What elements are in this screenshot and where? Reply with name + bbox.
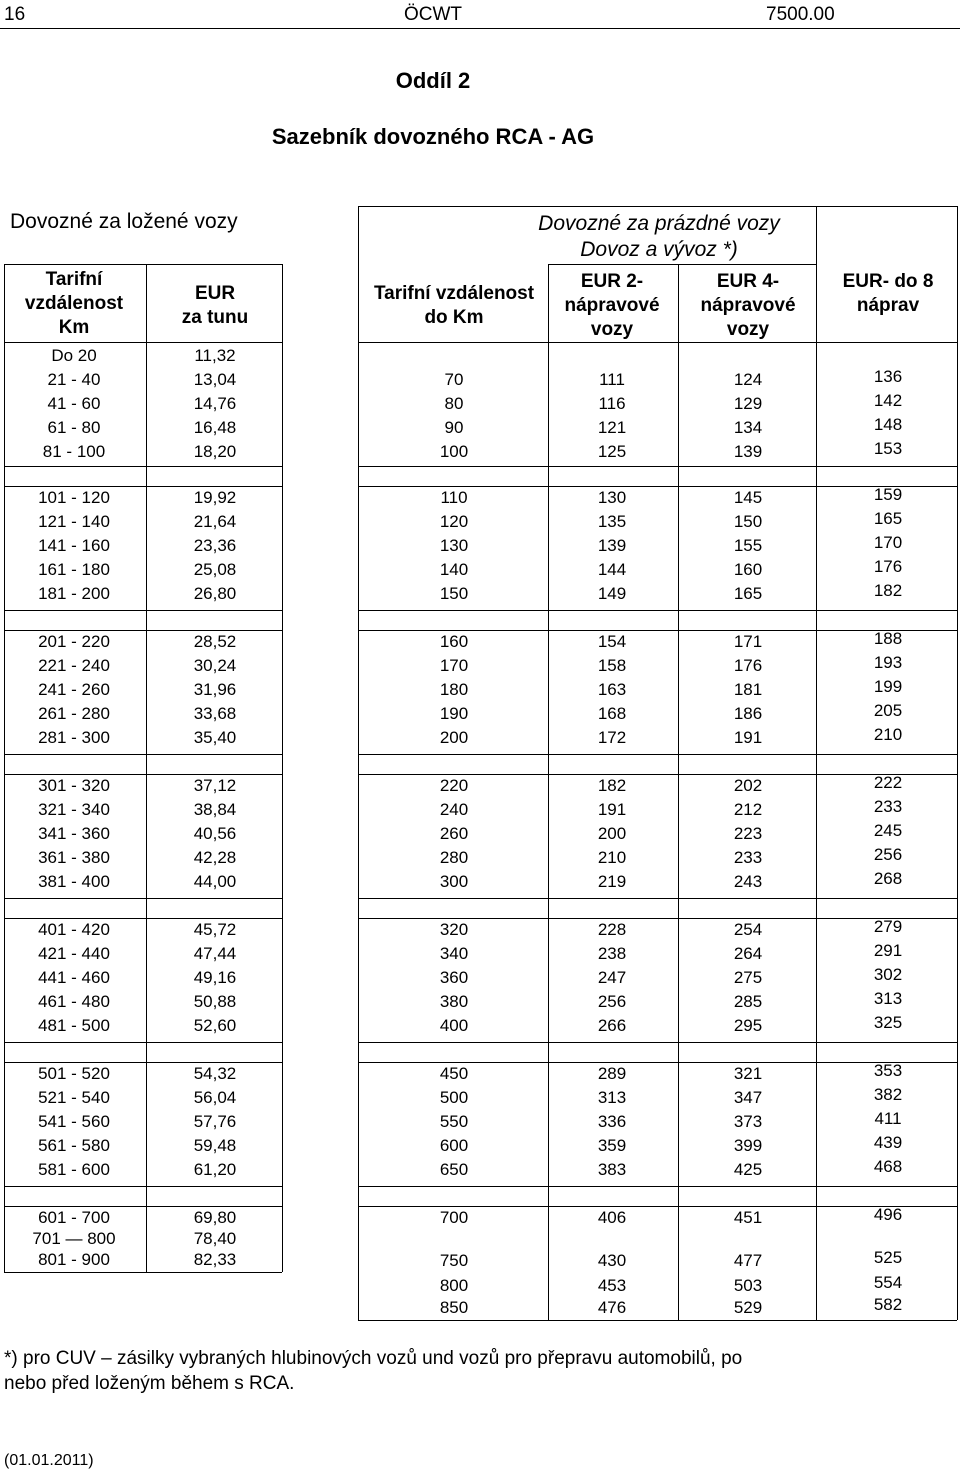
right-distance-cell: 130: [439, 536, 469, 555]
right-4axle-cell: 264: [733, 944, 763, 963]
right-distance-cell: 650: [439, 1160, 469, 1179]
right-distance-cell: 240: [439, 800, 469, 819]
right-table-divider-1: [548, 264, 549, 1320]
left-table-separator: [4, 486, 282, 487]
right-8axle-cell: 182: [873, 581, 903, 600]
right-2axle-cell: 430: [597, 1251, 627, 1270]
right-2axle-cell: 182: [597, 776, 627, 795]
right-2axle-cell: 121: [597, 418, 627, 437]
right-2axle-cell: 383: [597, 1160, 627, 1179]
left-price-cell: 14,76: [193, 394, 237, 413]
right-8axle-cell: 468: [873, 1157, 903, 1176]
right-4axle-cell: 171: [733, 632, 763, 651]
right-4axle-cell: 150: [733, 512, 763, 531]
left-price-cell: 26,80: [193, 584, 237, 603]
left-table-caption: Dovozné za ložené vozy: [10, 210, 238, 233]
right-distance-cell: 220: [439, 776, 469, 795]
left-price-cell: 21,64: [193, 512, 237, 531]
left-price-cell: 82,33: [193, 1250, 237, 1269]
left-price-cell: 49,16: [193, 968, 237, 987]
left-price-cell: 78,40: [193, 1229, 237, 1248]
right-table-separator: [358, 466, 957, 467]
right-8axle-cell: 153: [873, 439, 903, 458]
right-4axle-cell: 129: [733, 394, 763, 413]
right-distance-cell: 260: [439, 824, 469, 843]
right-4axle-cell: 186: [733, 704, 763, 723]
right-table-separator: [358, 610, 957, 611]
right-8axle-cell: 245: [873, 821, 903, 840]
left-distance-cell: 541 - 560: [38, 1112, 110, 1131]
right-4axle-cell: 223: [733, 824, 763, 843]
right-4axle-cell: 254: [733, 920, 763, 939]
left-price-cell: 18,20: [193, 442, 237, 461]
left-table-middle-divider: [146, 264, 147, 1272]
left-table-separator: [4, 754, 282, 755]
left-distance-cell: 381 - 400: [38, 872, 110, 891]
left-distance-cell: 281 - 300: [38, 728, 110, 747]
right-table-caption: Dovozné za prázdné vozy: [538, 212, 780, 235]
left-price-cell: 11,32: [194, 346, 236, 365]
right-distance-cell: 100: [439, 442, 469, 461]
right-4axle-cell: 165: [733, 584, 763, 603]
left-price-cell: 23,36: [193, 536, 237, 555]
right-8axle-cell: 199: [873, 677, 903, 696]
right-distance-cell: 150: [439, 584, 469, 603]
right-distance-cell: 80: [444, 394, 464, 413]
right-distance-cell: 170: [439, 656, 469, 675]
right-2axle-cell: 336: [597, 1112, 627, 1131]
right-8axle-cell: 554: [873, 1273, 903, 1292]
left-distance-cell: 521 - 540: [38, 1088, 110, 1107]
right-4axle-cell: 503: [733, 1276, 763, 1295]
right-table-top-border: [358, 206, 957, 207]
right-8axle-cell: 582: [873, 1295, 903, 1314]
right-distance-cell: 280: [439, 848, 469, 867]
right-distance-cell: 320: [439, 920, 469, 939]
left-table-separator: [4, 918, 282, 919]
right-2axle-cell: 130: [597, 488, 627, 507]
right-distance-cell: 750: [439, 1251, 469, 1270]
right-4axle-cell: 176: [733, 656, 763, 675]
right-col-2axle-header: EUR 2- nápravové vozy: [564, 271, 660, 340]
left-table-bottom-border: [4, 1272, 282, 1273]
right-4axle-cell: 191: [733, 728, 763, 747]
right-distance-cell: 340: [439, 944, 469, 963]
right-table-header-divider: [358, 342, 957, 343]
left-price-cell: 28,52: [193, 632, 237, 651]
left-distance-cell: Do 20: [51, 346, 97, 365]
right-table-separator: [358, 898, 957, 899]
left-distance-cell: 181 - 200: [38, 584, 110, 603]
right-table-separator: [358, 1042, 957, 1043]
left-price-cell: 25,08: [193, 560, 237, 579]
right-2axle-cell: 210: [597, 848, 627, 867]
right-distance-cell: 120: [439, 512, 469, 531]
left-distance-cell: 61 - 80: [47, 418, 101, 437]
right-2axle-cell: 154: [597, 632, 627, 651]
right-8axle-cell: 268: [873, 869, 903, 888]
right-8axle-cell: 325: [873, 1013, 903, 1032]
right-2axle-cell: 359: [597, 1136, 627, 1155]
left-table-separator: [4, 1062, 282, 1063]
left-price-cell: 40,56: [193, 824, 237, 843]
right-2axle-cell: 453: [597, 1276, 627, 1295]
left-price-cell: 16,48: [193, 418, 237, 437]
right-distance-cell: 700: [439, 1208, 469, 1227]
left-distance-cell: 361 - 380: [38, 848, 110, 867]
left-price-cell: 50,88: [193, 992, 237, 1011]
right-4axle-cell: 425: [733, 1160, 763, 1179]
left-price-cell: 54,32: [193, 1064, 237, 1083]
left-distance-cell: 41 - 60: [47, 394, 101, 413]
left-distance-cell: 801 - 900: [38, 1250, 110, 1269]
section-title: Oddíl 2: [395, 68, 471, 93]
right-4axle-cell: 124: [733, 370, 763, 389]
left-distance-cell: 421 - 440: [38, 944, 110, 963]
left-price-cell: 45,72: [193, 920, 237, 939]
right-8axle-cell: 165: [873, 509, 903, 528]
left-distance-cell: 121 - 140: [38, 512, 110, 531]
left-distance-cell: 21 - 40: [47, 370, 101, 389]
right-8axle-cell: 496: [873, 1205, 903, 1224]
right-8axle-cell: 210: [873, 725, 903, 744]
right-distance-cell: 450: [439, 1064, 469, 1083]
left-distance-cell: 81 - 100: [42, 442, 106, 461]
right-distance-cell: 500: [439, 1088, 469, 1107]
right-4axle-cell: 399: [733, 1136, 763, 1155]
right-distance-cell: 180: [439, 680, 469, 699]
document-code: 7500.00: [766, 4, 835, 25]
right-4axle-cell: 451: [733, 1208, 763, 1227]
left-price-cell: 35,40: [193, 728, 237, 747]
right-distance-cell: 400: [439, 1016, 469, 1035]
page-number: 16: [4, 4, 26, 25]
right-4axle-cell: 321: [733, 1064, 763, 1083]
left-price-cell: 30,24: [193, 656, 237, 675]
right-col-distance-header: Tarifní vzdálenost do Km: [373, 283, 535, 328]
right-2axle-cell: 144: [597, 560, 627, 579]
left-table-separator: [4, 1186, 282, 1187]
left-distance-cell: 701 — 800: [32, 1229, 116, 1248]
left-table-separator: [4, 1042, 282, 1043]
right-2axle-cell: 158: [597, 656, 627, 675]
left-distance-cell: 261 - 280: [38, 704, 110, 723]
right-8axle-cell: 439: [873, 1133, 903, 1152]
right-distance-cell: 600: [439, 1136, 469, 1155]
left-price-cell: 37,12: [193, 776, 237, 795]
right-2axle-cell: 135: [597, 512, 627, 531]
section-subtitle: Sazebník dovozného RCA - AG: [271, 124, 595, 149]
right-2axle-cell: 139: [597, 536, 627, 555]
left-price-cell: 33,68: [193, 704, 237, 723]
right-col-4axle-header: EUR 4- nápravové vozy: [700, 271, 796, 340]
right-distance-cell: 800: [439, 1276, 469, 1295]
left-distance-cell: 321 - 340: [38, 800, 110, 819]
left-price-cell: 42,28: [193, 848, 237, 867]
left-price-cell: 19,92: [193, 488, 237, 507]
left-price-cell: 47,44: [193, 944, 237, 963]
right-distance-cell: 160: [439, 632, 469, 651]
left-price-cell: 44,00: [193, 872, 237, 891]
right-8axle-cell: 411: [874, 1109, 902, 1128]
left-table-header-divider: [4, 342, 282, 343]
right-distance-cell: 850: [439, 1298, 469, 1317]
right-2axle-cell: 111: [599, 370, 625, 389]
left-distance-cell: 161 - 180: [38, 560, 110, 579]
left-price-cell: 31,96: [193, 680, 237, 699]
left-price-cell: 61,20: [193, 1160, 237, 1179]
left-table-top-border: [4, 264, 282, 265]
right-4axle-cell: 202: [733, 776, 763, 795]
left-table-separator: [4, 1206, 282, 1207]
right-8axle-cell: 222: [873, 773, 903, 792]
left-price-cell: 59,48: [193, 1136, 237, 1155]
right-table-separator: [358, 1186, 957, 1187]
right-4axle-cell: 181: [733, 680, 763, 699]
right-distance-cell: 140: [439, 560, 469, 579]
right-distance-cell: 380: [439, 992, 469, 1011]
left-table-separator: [4, 466, 282, 467]
right-4axle-cell: 243: [733, 872, 763, 891]
right-2axle-cell: 266: [597, 1016, 627, 1035]
right-table-divider-2: [678, 264, 679, 1320]
right-2axle-cell: 149: [597, 584, 627, 603]
right-distance-cell: 190: [439, 704, 469, 723]
left-distance-cell: 481 - 500: [38, 1016, 110, 1035]
left-distance-cell: 141 - 160: [38, 536, 110, 555]
right-2axle-cell: 406: [597, 1208, 627, 1227]
left-distance-cell: 241 - 260: [38, 680, 110, 699]
right-2axle-cell: 200: [597, 824, 627, 843]
left-distance-cell: 201 - 220: [38, 632, 110, 651]
right-2axle-cell: 163: [597, 680, 627, 699]
right-2axle-cell: 168: [597, 704, 627, 723]
left-table-separator: [4, 610, 282, 611]
right-4axle-cell: 373: [733, 1112, 763, 1131]
left-table-separator: [4, 898, 282, 899]
right-2axle-cell: 219: [597, 872, 627, 891]
right-2axle-cell: 125: [597, 442, 627, 461]
right-4axle-cell: 155: [733, 536, 763, 555]
right-distance-cell: 90: [444, 418, 464, 437]
right-2axle-cell: 247: [597, 968, 627, 987]
right-4axle-cell: 134: [733, 418, 763, 437]
right-4axle-cell: 212: [733, 800, 763, 819]
right-table-left-border: [358, 206, 359, 1320]
right-4axle-cell: 139: [733, 442, 763, 461]
right-8axle-cell: 205: [873, 701, 903, 720]
right-8axle-cell: 279: [873, 917, 903, 936]
right-8axle-cell: 256: [873, 845, 903, 864]
left-col-price-header: EUR za tunu: [181, 283, 249, 328]
right-2axle-cell: 172: [597, 728, 627, 747]
right-2axle-cell: 116: [598, 394, 626, 413]
right-2axle-cell: 191: [597, 800, 627, 819]
right-2axle-cell: 476: [597, 1298, 627, 1317]
date-stamp: (01.01.2011): [4, 1452, 94, 1469]
left-price-cell: 56,04: [193, 1088, 237, 1107]
left-price-cell: 38,84: [193, 800, 237, 819]
left-distance-cell: 221 - 240: [38, 656, 110, 675]
left-distance-cell: 461 - 480: [38, 992, 110, 1011]
right-8axle-cell: 148: [873, 415, 903, 434]
left-distance-cell: 341 - 360: [38, 824, 110, 843]
right-8axle-cell: 176: [873, 557, 903, 576]
right-8axle-cell: 188: [873, 629, 903, 648]
right-8axle-cell: 159: [873, 485, 903, 504]
left-price-cell: 57,76: [193, 1112, 237, 1131]
left-distance-cell: 101 - 120: [38, 488, 110, 507]
right-4axle-cell: 160: [733, 560, 763, 579]
right-8axle-cell: 193: [873, 653, 903, 672]
right-2axle-cell: 313: [597, 1088, 627, 1107]
right-8axle-cell: 170: [873, 533, 903, 552]
right-distance-cell: 360: [439, 968, 469, 987]
right-table-subcaption: Dovoz a vývoz *): [580, 238, 738, 261]
left-table-right-border: [282, 264, 283, 1272]
right-4axle-cell: 233: [733, 848, 763, 867]
right-col-8axle-header: EUR- do 8 náprav: [842, 271, 934, 316]
right-distance-cell: 300: [439, 872, 469, 891]
right-distance-cell: 110: [440, 488, 468, 507]
right-4axle-cell: 295: [733, 1016, 763, 1035]
right-2axle-cell: 289: [597, 1064, 627, 1083]
left-table-left-border: [4, 264, 5, 1272]
left-distance-cell: 401 - 420: [38, 920, 110, 939]
footnote-line-1: *) pro CUV – zásilky vybraných hlubinových vozů und vozů pro přepravu automobilů, po: [4, 1348, 743, 1369]
right-2axle-cell: 228: [597, 920, 627, 939]
right-table-separator: [358, 754, 957, 755]
right-2axle-cell: 238: [597, 944, 627, 963]
right-8axle-cell: 382: [873, 1085, 903, 1104]
right-distance-cell: 550: [439, 1112, 469, 1131]
right-8axle-cell: 302: [873, 965, 903, 984]
left-price-cell: 69,80: [193, 1208, 237, 1227]
right-distance-cell: 70: [444, 370, 464, 389]
right-4axle-cell: 145: [733, 488, 763, 507]
right-2axle-cell: 256: [597, 992, 627, 1011]
left-distance-cell: 581 - 600: [38, 1160, 110, 1179]
left-distance-cell: 441 - 460: [38, 968, 110, 987]
right-4axle-cell: 347: [733, 1088, 763, 1107]
right-8axle-cell: 525: [873, 1248, 903, 1267]
right-8axle-cell: 353: [873, 1061, 903, 1080]
left-table-separator: [4, 630, 282, 631]
footnote-line-2: nebo před loženým během s RCA.: [4, 1373, 295, 1394]
left-distance-cell: 601 - 700: [38, 1208, 110, 1227]
right-table-divider-3: [816, 206, 817, 1320]
right-8axle-cell: 291: [873, 941, 903, 960]
left-table-separator: [4, 774, 282, 775]
left-distance-cell: 301 - 320: [38, 776, 110, 795]
right-table-bottom-border: [358, 1320, 957, 1321]
right-4axle-cell: 477: [733, 1251, 763, 1270]
left-price-cell: 52,60: [193, 1016, 237, 1035]
right-table-caption-divider: [548, 264, 816, 265]
right-8axle-cell: 136: [873, 367, 903, 386]
right-4axle-cell: 285: [733, 992, 763, 1011]
right-8axle-cell: 313: [873, 989, 903, 1008]
right-4axle-cell: 529: [733, 1298, 763, 1317]
left-col-distance-header: Tarifní vzdálenost Km: [24, 269, 124, 338]
right-distance-cell: 200: [439, 728, 469, 747]
left-price-cell: 13,04: [193, 370, 237, 389]
left-distance-cell: 561 - 580: [38, 1136, 110, 1155]
publisher-name: ÖCWT: [404, 4, 463, 25]
right-4axle-cell: 275: [733, 968, 763, 987]
right-8axle-cell: 142: [873, 391, 903, 410]
left-distance-cell: 501 - 520: [38, 1064, 110, 1083]
right-8axle-cell: 233: [873, 797, 903, 816]
header-rule: [0, 28, 960, 29]
